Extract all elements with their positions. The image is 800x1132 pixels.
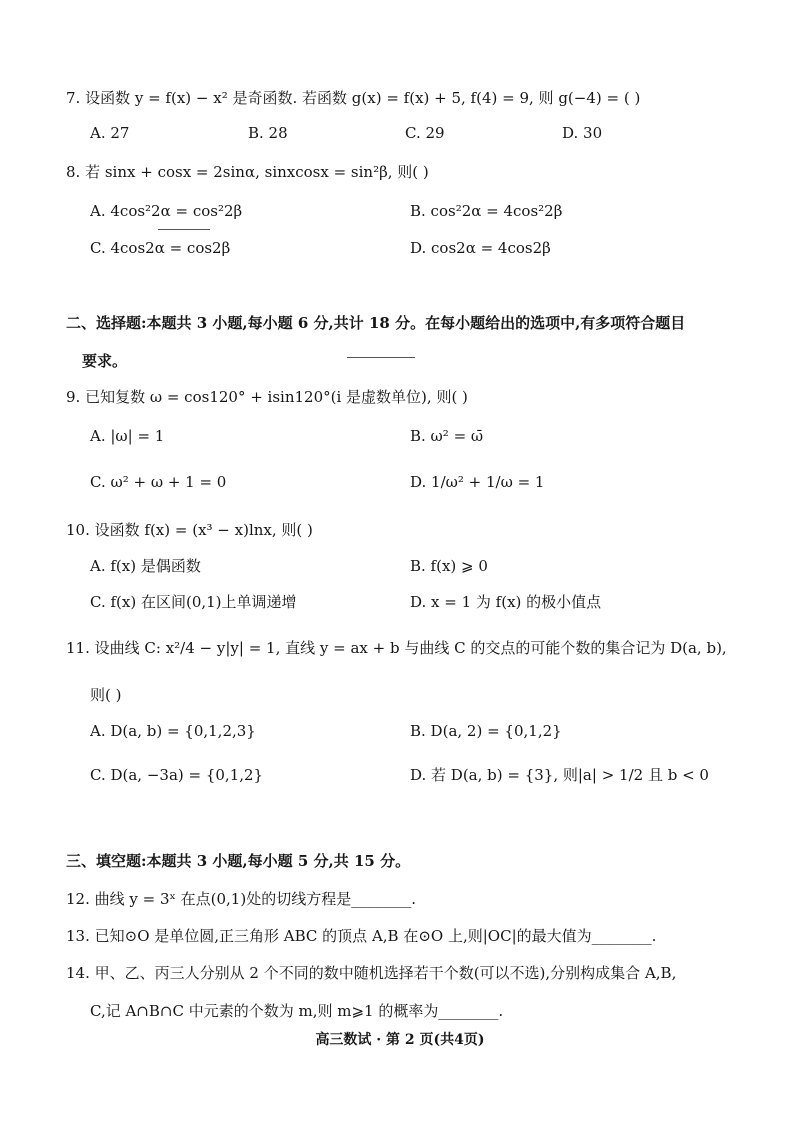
question-7-stem: 7. 设函数 y = f(x) − x² 是奇函数. 若函数 g(x) = f(x) + 5, f(4) = 9, 则 g(−4) = ( ) [66,89,641,107]
section-2-heading: 二、选择题:本题共 3 小题,每小题 6 分,共计 18 分。在每小题给出的选项中,有多项符合题目 [66,314,686,332]
section-3-heading: 三、填空题:本题共 3 小题,每小题 5 分,共 15 分。 [66,852,411,870]
question-7-option-d: D. 30 [562,124,603,142]
question-9-option-b: B. ω² = ω̄ [410,427,484,445]
question-10-option-d: D. x = 1 为 f(x) 的极小值点 [410,593,602,611]
question-9-option-a: A. |ω| = 1 [90,427,165,445]
question-11-stem: 11. 设曲线 C: x²/4 − y|y| = 1, 直线 y = ax + b 与曲线 C 的交点的可能个数的集合记为 D(a, b), [66,639,727,657]
question-12-stem: 12. 曲线 y = 3ˣ 在点(0,1)处的切线方程是________. [66,890,416,908]
question-8-option-b: B. cos²2α = 4cos²2β [410,202,563,220]
question-10-option-a: A. f(x) 是偶函数 [90,557,201,575]
scan-mark [347,357,415,358]
question-7-option-c: C. 29 [405,124,445,142]
question-8-option-a: A. 4cos²2α = cos²2β [90,202,243,220]
question-11-option-a: A. D(a, b) = {0,1,2,3} [90,722,256,740]
question-8-stem: 8. 若 sinx + cosx = 2sinα, sinxcosx = sin²β, 则( ) [66,163,429,181]
question-8-option-c: C. 4cos2α = cos2β [90,239,231,257]
page-footer: 高三数试 · 第 2 页(共4页) [315,1032,485,1048]
question-9-option-d: D. 1/ω² + 1/ω = 1 [410,473,545,491]
question-13-stem: 13. 已知⊙O 是单位圆,正三角形 ABC 的顶点 A,B 在⊙O 上,则|OC|的最大值为________. [66,927,657,945]
question-10-stem: 10. 设函数 f(x) = (x³ − x)lnx, 则( ) [66,521,313,539]
question-11-option-c: C. D(a, −3a) = {0,1,2} [90,766,264,784]
question-11-stem-cont: 则( ) [90,686,122,704]
question-9-option-c: C. ω² + ω + 1 = 0 [90,473,227,491]
question-14-stem: 14. 甲、乙、丙三人分别从 2 个不同的数中随机选择若干个数(可以不选),分别构成集合 A,B, [66,964,677,982]
question-10-option-c: C. f(x) 在区间(0,1)上单调递增 [90,593,297,611]
question-7-option-b: B. 28 [248,124,288,142]
scan-mark [158,229,210,230]
question-11-option-b: B. D(a, 2) = {0,1,2} [410,722,562,740]
question-14-stem-cont: C,记 A∩B∩C 中元素的个数为 m,则 m⩾1 的概率为________. [90,1002,504,1020]
section-2-heading-cont: 要求。 [82,352,128,370]
question-9-stem: 9. 已知复数 ω = cos120° + isin120°(i 是虚数单位), 则( ) [66,388,468,406]
question-10-option-b: B. f(x) ⩾ 0 [410,557,488,575]
question-8-option-d: D. cos2α = 4cos2β [410,239,551,257]
question-11-option-d: D. 若 D(a, b) = {3}, 则|a| > 1/2 且 b < 0 [410,766,709,784]
question-7-option-a: A. 27 [90,124,130,142]
